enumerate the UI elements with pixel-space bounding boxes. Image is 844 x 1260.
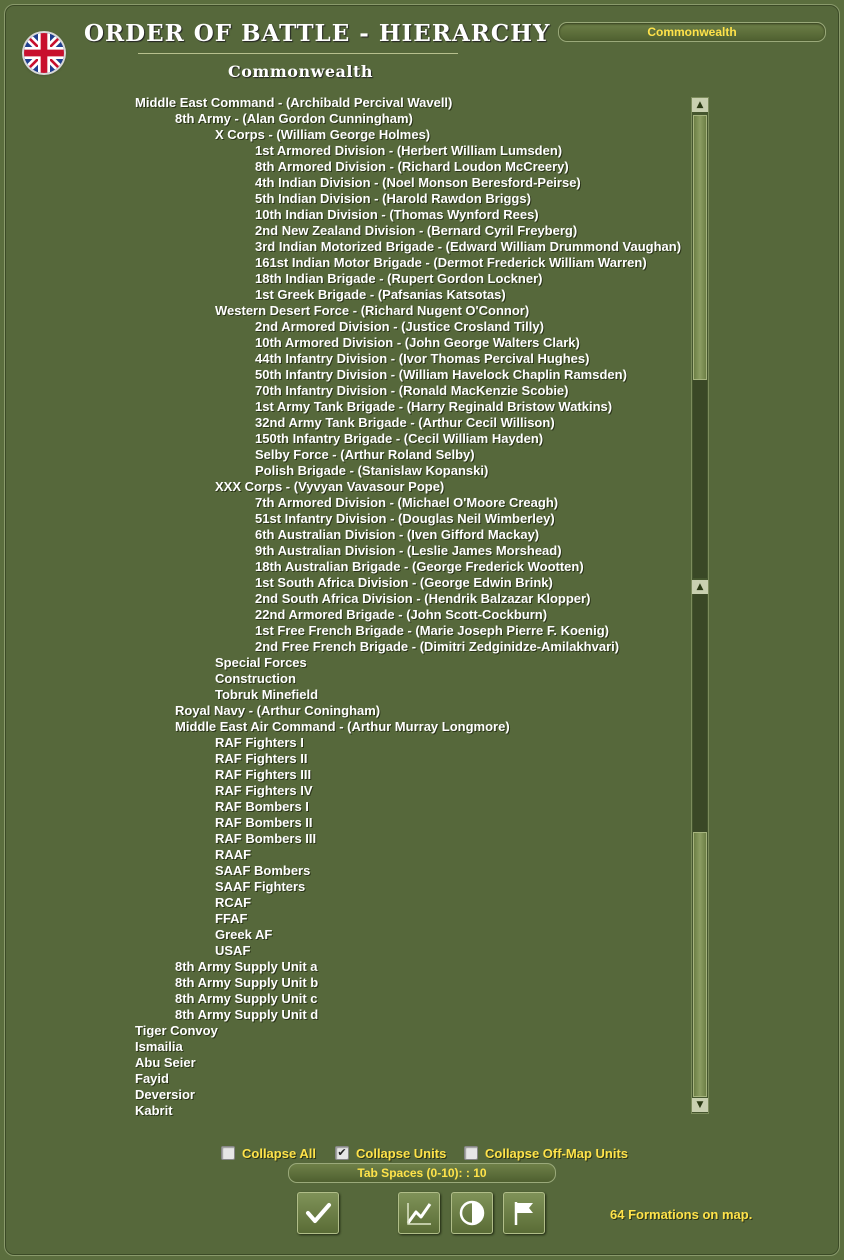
tree-item[interactable]: RAF Fighters I xyxy=(215,735,304,750)
tab-spaces-control[interactable] xyxy=(288,1163,556,1183)
page-title: ORDER OF BATTLE - HIERARCHY xyxy=(84,20,551,47)
tree-item[interactable]: 8th Army Supply Unit a xyxy=(175,959,318,974)
tree-item[interactable]: Western Desert Force - (Richard Nugent O'Connor) xyxy=(215,303,530,318)
scroll-thumb-upper[interactable] xyxy=(693,115,707,380)
tree-item[interactable]: 2nd Free French Brigade - (Dimitri Zedginidze-Amilakhvari) xyxy=(255,639,620,654)
tree-item[interactable]: 1st Greek Brigade - (Pafsanias Katsotas) xyxy=(255,287,506,302)
scroll-track[interactable] xyxy=(693,380,707,578)
confirm-button[interactable] xyxy=(297,1192,339,1234)
tree-item[interactable]: 9th Australian Division - (Leslie James Morshead) xyxy=(255,543,562,558)
collapse-all-checkbox[interactable] xyxy=(221,1146,235,1160)
tree-item[interactable]: 51st Infantry Division - (Douglas Neil Wimberley) xyxy=(255,511,555,526)
tree-item[interactable]: Special Forces xyxy=(215,655,307,670)
tree-item[interactable]: Construction xyxy=(215,671,296,686)
page-subtitle: Commonwealth xyxy=(228,62,373,81)
scroll-thumb-lower[interactable] xyxy=(693,832,707,1097)
collapse-offmap-checkbox[interactable] xyxy=(464,1146,478,1160)
scroll-up-icon[interactable]: ▲ xyxy=(692,98,708,112)
nation-selector[interactable] xyxy=(558,22,826,42)
tree-item[interactable]: XXX Corps - (Vyvyan Vavasour Pope) xyxy=(215,479,445,494)
tree-item[interactable]: RCAF xyxy=(215,895,252,910)
hierarchy-tree xyxy=(0,95,690,1125)
formations-count: 64 Formations on map. xyxy=(610,1207,753,1222)
tree-item[interactable]: RAF Bombers I xyxy=(215,799,309,814)
tree-item[interactable]: 8th Armored Division - (Richard Loudon McCreery) xyxy=(255,159,569,174)
tree-item[interactable]: 1st Armored Division - (Herbert William Lumsden) xyxy=(255,143,563,158)
flag-icon xyxy=(509,1198,539,1228)
tree-item[interactable]: Royal Navy - (Arthur Coningham) xyxy=(175,703,381,718)
tree-item[interactable]: 8th Army Supply Unit b xyxy=(175,975,319,990)
tree-item[interactable]: Middle East Command - (Archibald Percival Wavell) xyxy=(135,95,453,110)
tree-item[interactable]: Polish Brigade - (Stanislaw Kopanski) xyxy=(255,463,489,478)
scroll-track-2[interactable] xyxy=(693,594,707,832)
tree-item[interactable]: Middle East Air Command - (Arthur Murray Longmore) xyxy=(175,719,510,734)
scroll-down-icon[interactable]: ▼ xyxy=(692,1098,708,1112)
uk-flag-icon xyxy=(24,33,64,73)
tree-item[interactable]: 2nd Armored Division - (Justice Crosland Tilly) xyxy=(255,319,544,334)
tree-item[interactable]: 50th Infantry Division - (William Havelock Chaplin Ramsden) xyxy=(255,367,627,382)
tree-item[interactable]: 1st Free French Brigade - (Marie Joseph Pierre F. Koenig) xyxy=(255,623,609,638)
tree-item[interactable]: Tobruk Minefield xyxy=(215,687,319,702)
tree-item[interactable]: 18th Australian Brigade - (George Frederick Wootten) xyxy=(255,559,584,574)
tree-item[interactable]: Greek AF xyxy=(215,927,273,942)
tree-item[interactable]: 8th Army - (Alan Gordon Cunningham) xyxy=(175,111,413,126)
tree-item[interactable]: FFAF xyxy=(215,911,248,926)
tree-item[interactable]: 1st South Africa Division - (George Edwin Brink) xyxy=(255,575,553,590)
tree-item[interactable]: 1st Army Tank Brigade - (Harry Reginald Bristow Watkins) xyxy=(255,399,613,414)
tree-item[interactable]: 2nd South Africa Division - (Hendrik Balzazar Klopper) xyxy=(255,591,591,606)
tree-item[interactable]: 8th Army Supply Unit d xyxy=(175,1007,319,1022)
nation-selector-label: Commonwealth xyxy=(647,25,737,39)
graph-button[interactable] xyxy=(398,1192,440,1234)
line-graph-icon xyxy=(404,1198,434,1228)
tree-item[interactable]: Tiger Convoy xyxy=(135,1023,218,1038)
scroll-up-icon-2[interactable]: ▲ xyxy=(692,580,708,594)
tree-item[interactable]: 5th Indian Division - (Harold Rawdon Briggs) xyxy=(255,191,531,206)
tree-item[interactable]: Kabrit xyxy=(135,1103,173,1118)
tree-item[interactable]: 8th Army Supply Unit c xyxy=(175,991,318,1006)
collapse-all-label: Collapse All xyxy=(242,1146,316,1161)
tree-item[interactable]: RAAF xyxy=(215,847,252,862)
contrast-icon xyxy=(457,1198,487,1228)
tree-item[interactable]: 22nd Armored Brigade - (John Scott-Cockburn) xyxy=(255,607,548,622)
tree-item[interactable]: USAF xyxy=(215,943,251,958)
tree-item[interactable]: RAF Fighters II xyxy=(215,751,308,766)
tree-item[interactable]: 44th Infantry Division - (Ivor Thomas Percival Hughes) xyxy=(255,351,590,366)
tree-item[interactable]: RAF Fighters III xyxy=(215,767,312,782)
tree-item[interactable]: SAAF Bombers xyxy=(215,863,311,878)
tree-item[interactable]: 150th Infantry Brigade - (Cecil William Hayden) xyxy=(255,431,544,446)
tree-item[interactable]: Selby Force - (Arthur Roland Selby) xyxy=(255,447,475,462)
collapse-offmap-label: Collapse Off-Map Units xyxy=(485,1146,629,1161)
tree-item[interactable]: 2nd New Zealand Division - (Bernard Cyril Freyberg) xyxy=(255,223,578,238)
collapse-units-label: Collapse Units xyxy=(356,1146,447,1161)
tree-item[interactable]: RAF Bombers III xyxy=(215,831,317,846)
flag-button[interactable] xyxy=(503,1192,545,1234)
tree-item[interactable]: 70th Infantry Division - (Ronald MacKenzie Scobie) xyxy=(255,383,569,398)
tree-item[interactable]: 32nd Army Tank Brigade - (Arthur Cecil Willison) xyxy=(255,415,555,430)
tree-item[interactable]: X Corps - (William George Holmes) xyxy=(215,127,431,142)
tree-item[interactable]: 18th Indian Brigade - (Rupert Gordon Lockner) xyxy=(255,271,543,286)
collapse-units-checkbox[interactable]: ✔ xyxy=(335,1146,349,1160)
tree-item[interactable]: SAAF Fighters xyxy=(215,879,306,894)
tree-scrollbar[interactable] xyxy=(691,97,709,1114)
tree-item[interactable]: Fayid xyxy=(135,1071,169,1086)
tree-item[interactable]: RAF Fighters IV xyxy=(215,783,313,798)
tree-item[interactable]: Abu Seier xyxy=(135,1055,196,1070)
checkmark-icon xyxy=(303,1198,333,1228)
tree-item[interactable]: Deversior xyxy=(135,1087,195,1102)
tree-item[interactable]: 4th Indian Division - (Noel Monson Beresford-Peirse) xyxy=(255,175,581,190)
tree-item[interactable]: RAF Bombers II xyxy=(215,815,313,830)
tree-item[interactable]: 6th Australian Division - (Iven Gifford Mackay) xyxy=(255,527,540,542)
tree-item[interactable]: 10th Armored Division - (John George Walters Clark) xyxy=(255,335,580,350)
tree-item[interactable]: 161st Indian Motor Brigade - (Dermot Frederick William Warren) xyxy=(255,255,647,270)
tree-item[interactable]: Ismailia xyxy=(135,1039,183,1054)
tree-item[interactable]: 3rd Indian Motorized Brigade - (Edward William Drummond Vaughan) xyxy=(255,239,682,254)
tree-item[interactable]: 10th Indian Division - (Thomas Wynford Rees) xyxy=(255,207,539,222)
tree-item[interactable]: 7th Armored Division - (Michael O'Moore Creagh) xyxy=(255,495,559,510)
contrast-button[interactable] xyxy=(451,1192,493,1234)
tab-spaces-label: Tab Spaces (0-10): : 10 xyxy=(357,1166,487,1180)
title-divider xyxy=(138,53,458,54)
